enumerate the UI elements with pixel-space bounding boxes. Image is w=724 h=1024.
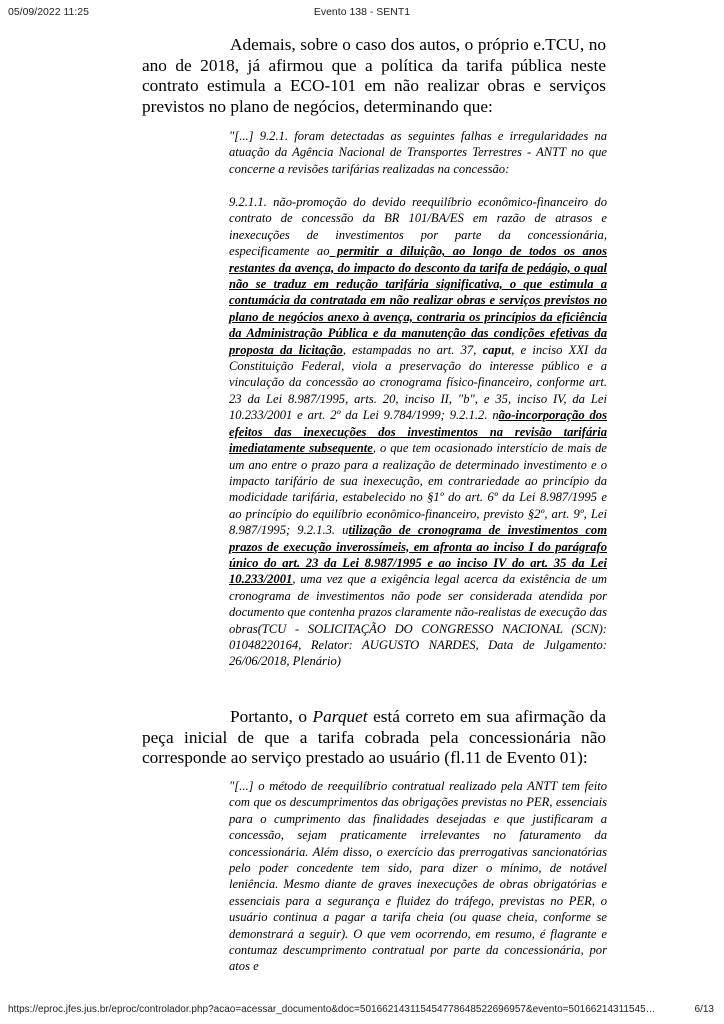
print-event-title: Evento 138 - SENT1	[313, 6, 411, 18]
paragraph-italic-parquet: Parquet	[312, 707, 368, 726]
quote-emphasis: ão-incorporação dos efeitos das inexecuções dos investimentos na revisão tarifária imediatamente subsequente	[229, 408, 608, 456]
paragraph-text: está correto em sua afirmação da peça inicial de que a tarifa cobrada pela concessionária não corresponde ao serviço prestado ao usuário (fl.11 de Evento 01):	[142, 707, 606, 768]
quote-tcu-intro: "[...] 9.2.1. foram detectadas as seguintes falhas e irregularidades na atuação da Agência Nacional de Transportes Terrestres - ANTT no que concerne a revisões tarifárias realizadas na concessão:	[229, 129, 607, 176]
document-url-link[interactable]: https://eproc.jfes.jus.br/eproc/controlador.php?acao=acessar_documento&doc=501662143115454778648522696957&evento=50166214311545…	[8, 1004, 656, 1015]
quote-text: , estampadas no art. 37,	[342, 342, 483, 357]
paragraph-parquet	[142, 707, 606, 769]
page-number: 6/13	[694, 1004, 714, 1015]
quote-emphasis-caput: caput	[482, 342, 512, 357]
quote-emphasis: tilização de cronograma de investimentos com prazos de execução inverossímeis, em afronta ao inciso I do parágrafo único do art. 23 da Lei 8.987/1995 e ao inciso IV do art. 35 da Lei 10.233/2001	[229, 523, 608, 587]
quote-text: , e inciso XXI da Constituição Federal, viola a preservação do interesse público e a vinculação da concessão ao cronograma físico-financeiro, conforme art. 23 da Lei 8.987/1995, arts. 20, inciso II, "b", e 35, inciso IV, da Lei 10.233/2001 e art. 2º da Lei 9.784/1999; 9.2.1.2. n	[229, 342, 607, 423]
paragraph-text: Portanto, o	[230, 707, 313, 726]
quote-emphasis: permitir a diluição, ao longo de todos os anos restantes da avença, do impacto do desconto da tarifa de pedágio, o qual não se traduz em redução tarifária significativa, o que estimula a contumácia da contratada em não realizar obras e serviços previstos no plano de negócios anexo à avença, contraria os princípios da eficiência da Administração Pública e da manutenção das condições efetivas da proposta da licitação	[229, 244, 608, 357]
quote-tcu-findings	[229, 194, 607, 670]
quote-inicial: "[...] o método de reequilíbrio contratual realizado pela ANTT tem feito com que os descumprimentos das obrigações previstas no PER, essenciais para o cumprimento das finalidades desejadas e que justificaram a concessão, sejam praticamente irrelevantes no faturamento da concessionária. Além disso, o exercício das prerrogativas sancionatórias pelo poder concedente tem sido, para dizer o mínimo, de notável leniência. Mesmo diante de graves inexecuções de obras obrigatórias e essenciais para a segurança e fluidez do tráfego, previstas no PER, o usuário continua a pagar a tarifa cheia (ou quase cheia, conforme se demonstrará a seguir). O que vem ocorrendo, em resumo, é flagrante e contumaz descumprimento contratual por parte da concessionária, por atos e	[229, 779, 607, 974]
print-datetime: 05/09/2022 11:25	[8, 6, 89, 18]
quote-text: 9.2.1.1. não-promoção do devido reequilíbrio econômico-financeiro do contrato de concessão da BR 101/BA/ES em razão de atrasos e inexecuções de investimentos por parte da concessionária, especificamente ao	[229, 195, 607, 259]
paragraph-tcu-intro: Ademais, sobre o caso dos autos, o próprio e.TCU, no ano de 2018, já afirmou que a política da tarifa pública neste contrato estimula a ECO-101 em não realizar obras e serviços previstos no plano de negócios, determinando que:	[142, 35, 606, 116]
quote-text: , o que tem ocasionado interstício de mais de um ano entre o prazo para a realização de determinado investimento e o impacto tarifário de sua inexecução, em contrariedade ao princípio da modicidade tarifária, estabelecido no §1º do art. 6º da Lei 8.987/1995 e ao princípio do equilíbrio econômico-financeiro, previsto §2º, art. 9º, Lei 8.987/1995; 9.2.1.3. u	[229, 441, 608, 538]
quote-text: , uma vez que a exigência legal acerca da existência de um cronograma de investimentos não pode ser considerada atendida por documento que contenha prazos claramente não-realistas de execução das obras(TCU - SOLICITAÇÃO DO CONGRESSO NACIONAL (SCN): 01048220164, Relator: AUGUSTO NARDES, Data de Julgamento: 26/06/2018, Plenário)	[229, 572, 607, 669]
